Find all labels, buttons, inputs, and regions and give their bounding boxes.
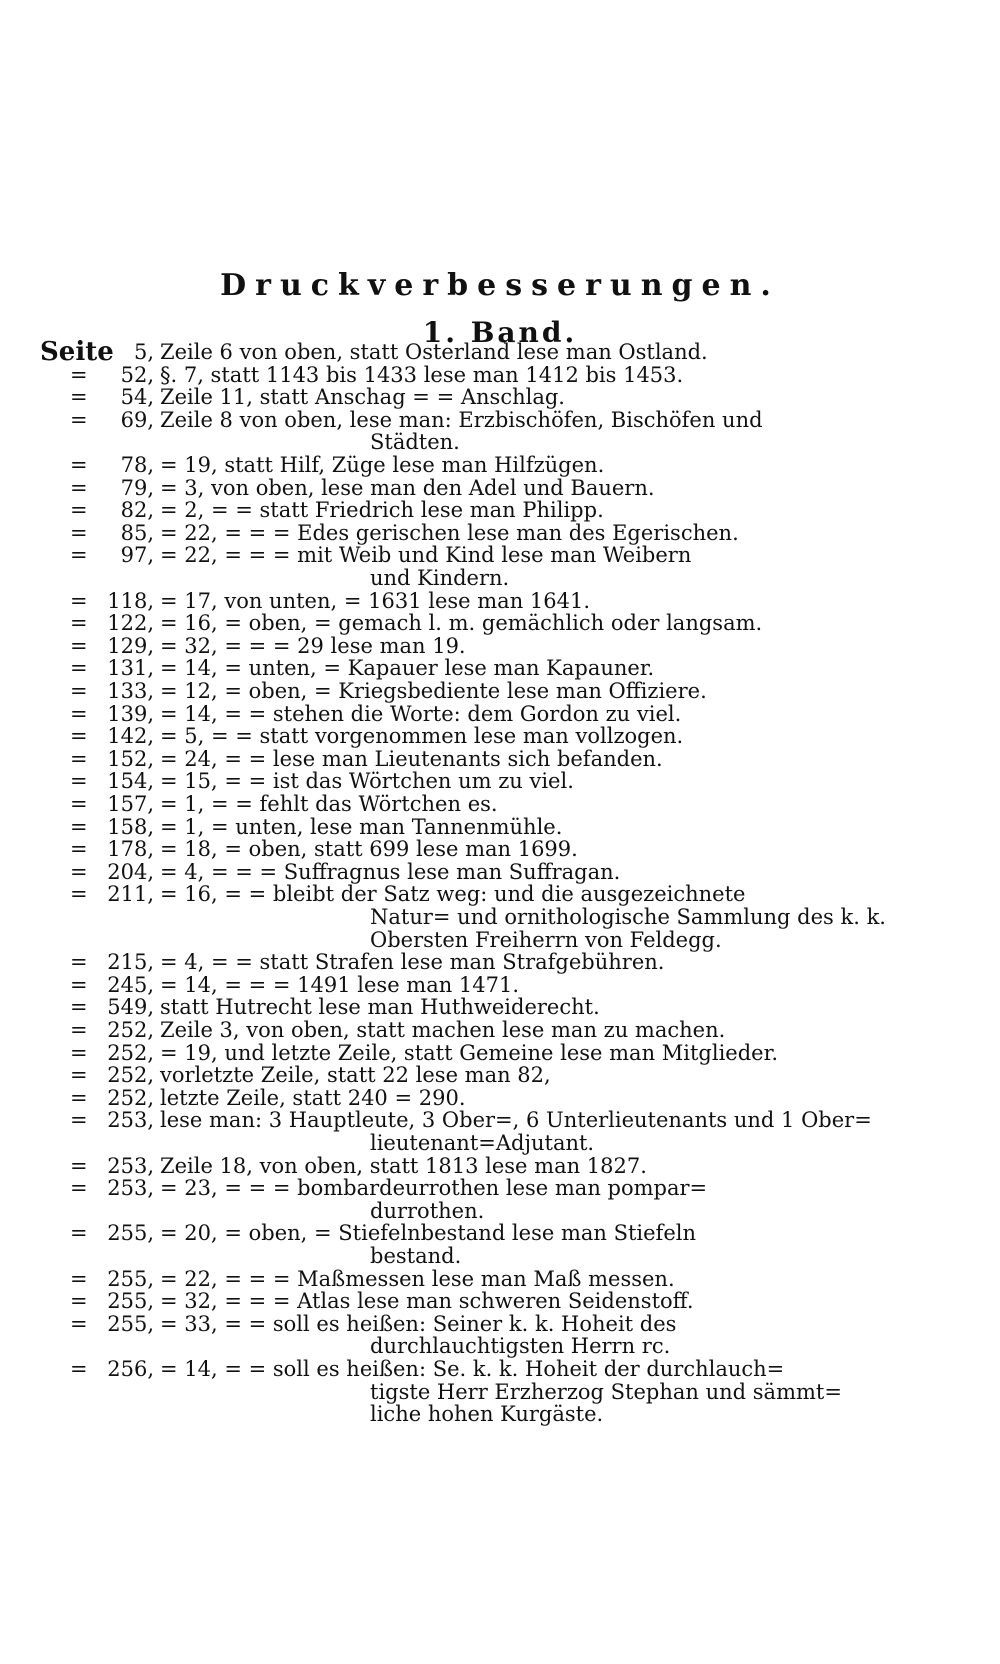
page-number: 255, [107,1221,154,1246]
errata-entry [0,724,1000,749]
errata-entry [0,882,1000,907]
ditto-mark: = [70,543,88,568]
page-number: 256, [107,1357,154,1381]
seite-label: Seite [40,337,114,367]
correction-text: = 19, statt Hilf, Züge lese man Hilfzügen. [160,453,605,477]
ditto-mark: = [70,679,88,703]
errata-entry [0,589,1000,614]
correction-text: = 16, = oben, = gemach l. m. gemächlich oder langsam. [160,611,763,636]
page-number: 139, [107,701,154,726]
errata-entry [0,1176,1000,1201]
errata-continuation [0,1380,1000,1405]
ditto-mark: = [70,1153,88,1178]
volume-heading: 1. Band. [422,316,578,349]
page-number: 5, [133,340,154,364]
errata-continuation [0,928,1000,953]
errata-entry [0,1154,1000,1179]
ditto-mark: = [70,837,88,862]
page-number: 255, [107,1266,154,1291]
errata-entry [0,498,1000,523]
errata-entry [0,950,1000,975]
correction-text: vorletzte Zeile, statt 22 lese man 82, [160,1063,551,1088]
correction-text: = 12, = oben, = Kriegsbediente lese man Offiziere. [160,679,707,703]
page-number: 152, [107,746,154,771]
correction-text: = 22, = = = mit Weib und Kind lese man Weibern [160,543,692,568]
correction-text: statt Hutrecht lese man Huthweiderecht. [160,995,600,1020]
page-number: 82, [120,498,154,523]
page-number: 78, [120,453,154,477]
errata-entry [0,408,1000,433]
correction-text: = 4, = = statt Strafen lese man Strafgebühren. [160,950,665,975]
correction-text: = 17, von unten, = 1631 lese man 1641. [160,588,591,613]
errata-entry [0,634,1000,659]
ditto-mark: = [70,746,88,771]
page-number: 118, [107,588,154,613]
correction-text: = 16, = = bleibt der Satz weg: und die ausgezeichnete [160,882,746,907]
page-number: 211, [107,882,154,907]
errata-continuation [0,1244,1000,1269]
ditto-mark: = [70,1176,88,1201]
page-number: 158, [107,814,154,839]
ditto-mark: = [70,792,88,816]
errata-entry [0,702,1000,727]
page-number: 204, [107,859,154,884]
ditto-mark: = [70,1018,88,1042]
page-number: 253, [107,1153,154,1178]
ditto-mark: = [70,611,88,636]
errata-entry [0,973,1000,998]
errata-entry [0,656,1000,681]
errata-entry [0,769,1000,794]
ditto-mark: = [70,475,88,500]
errata-entry [0,837,1000,862]
errata-entry [0,860,1000,885]
page-number: 252, [107,1063,154,1088]
ditto-mark: = [70,724,88,749]
continuation-text: Obersten Freiherrn von Feldegg. [370,927,722,952]
correction-text: = 14, = unten, = Kapauer lese man Kapauner. [160,656,655,681]
page-number: 154, [107,769,154,794]
continuation-text: liche hohen Kurgäste. [370,1402,604,1427]
page-number: 549, [107,995,154,1020]
ditto-mark: = [70,520,88,545]
errata-entry [0,1357,1000,1382]
page-number: 253, [107,1176,154,1201]
page-number: 142, [107,724,154,749]
correction-text: = 1, = = fehlt das Wörtchen es. [160,792,498,816]
ditto-mark: = [70,769,88,794]
page-number: 97, [120,543,154,568]
page-number: 157, [107,792,154,816]
ditto-mark: = [70,1289,88,1314]
errata-entry [0,1108,1000,1133]
errata-continuation [0,566,1000,591]
correction-text: = 5, = = statt vorgenommen lese man vollzogen. [160,724,684,749]
correction-text: = 14, = = stehen die Worte: dem Gordon zu viel. [160,701,682,726]
page-number: 129, [107,633,154,658]
continuation-text: Natur= und ornithologische Sammlung des k. k. [370,905,886,929]
correction-text: = 2, = = statt Friedrich lese man Philipp. [160,498,604,523]
page-number: 131, [107,656,154,681]
errata-entry [0,363,1000,388]
errata-continuation [0,1334,1000,1359]
correction-text: = 22, = = = Maßmessen lese man Maß messen. [160,1266,675,1291]
errata-entry [0,1289,1000,1314]
continuation-text: tigste Herr Erzherzog Stephan und sämmt= [370,1379,842,1404]
correction-text: lese man: 3 Hauptleute, 3 Ober=, 6 Unterlieutenants und 1 Ober= [160,1108,872,1133]
page-number: 122, [107,611,154,636]
errata-entry [0,337,1000,367]
continuation-text: und Kindern. [370,566,510,590]
page-number: 79, [120,475,154,500]
page-title: Druckverbesserungen. [220,268,780,303]
errata-entry [0,385,1000,410]
correction-text: Zeile 3, von oben, statt machen lese man zu machen. [160,1018,726,1042]
correction-text: = 14, = = = 1491 lese man 1471. [160,972,520,997]
page-number: 255, [107,1289,154,1314]
errata-entry [0,1041,1000,1066]
ditto-mark: = [70,1357,88,1381]
ditto-mark: = [70,972,88,997]
continuation-text: lieutenant=Adjutant. [370,1131,595,1155]
ditto-mark: = [70,633,88,658]
errata-entry [0,1221,1000,1246]
errata-entry [0,815,1000,840]
errata-continuation [0,1199,1000,1224]
ditto-mark: = [70,1063,88,1088]
ditto-mark: = [70,814,88,839]
correction-text: §. 7, statt 1143 bis 1433 lese man 1412 bis 1453. [160,362,684,387]
correction-text: = 24, = = lese man Lieutenants sich befanden. [160,746,663,771]
errata-entry [0,1063,1000,1088]
errata-entry [0,453,1000,478]
ditto-mark: = [70,1311,88,1336]
correction-text: = 1, = unten, lese man Tannenmühle. [160,814,563,839]
ditto-mark: = [70,453,88,477]
correction-text: = 33, = = soll es heißen: Seiner k. k. Hoheit des [160,1311,677,1336]
ditto-mark: = [70,1266,88,1291]
page-number: 85, [120,520,154,545]
page-number: 52, [120,362,154,387]
ditto-mark: = [70,1221,88,1246]
errata-entry [0,611,1000,636]
correction-text: = 32, = = = Atlas lese man schweren Seidenstoff. [160,1289,694,1314]
errata-entry [0,1267,1000,1292]
correction-text: Zeile 8 von oben, lese man: Erzbischöfen, Bischöfen und [160,407,763,432]
page-number: 245, [107,972,154,997]
page-number: 255, [107,1311,154,1336]
continuation-text: Städten. [370,430,460,455]
correction-text: = 32, = = = 29 lese man 19. [160,633,466,658]
ditto-mark: = [70,859,88,884]
correction-text: = 18, = oben, statt 699 lese man 1699. [160,837,578,862]
page-number: 252, [107,1040,154,1065]
ditto-mark: = [70,498,88,523]
page-number: 253, [107,1108,154,1133]
ditto-mark: = [70,1085,88,1110]
ditto-mark: = [70,1040,88,1065]
ditto-mark: = [70,588,88,613]
errata-continuation [0,1402,1000,1427]
errata-entry [0,1018,1000,1043]
page-number: 69, [120,407,154,432]
ditto-mark: = [70,656,88,681]
errata-entry [0,747,1000,772]
correction-text: = 3, von oben, lese man den Adel und Bauern. [160,475,655,500]
correction-text: = 15, = = ist das Wörtchen um zu viel. [160,769,574,794]
errata-entry [0,995,1000,1020]
correction-text: = 19, und letzte Zeile, statt Gemeine lese man Mitglieder. [160,1040,779,1065]
page-number: 178, [107,837,154,862]
errata-entry [0,543,1000,568]
correction-text: Zeile 18, von oben, statt 1813 lese man 1827. [160,1153,647,1178]
page-number: 133, [107,679,154,703]
ditto-mark: = [70,882,88,907]
correction-text: = 4, = = = Suffragnus lese man Suffragan. [160,859,621,884]
errata-entry [0,792,1000,817]
correction-text: = 22, = = = Edes gerischen lese man des Egerischen. [160,520,739,545]
ditto-mark: = [70,385,88,410]
correction-text: = 14, = = soll es heißen: Se. k. k. Hoheit der durchlauch= [160,1357,785,1381]
ditto-mark: = [70,407,88,432]
correction-text: Zeile 11, statt Anschag = = Anschlag. [160,385,565,410]
page-number: 54, [120,385,154,410]
continuation-text: durrothen. [370,1198,485,1223]
ditto-mark: = [70,995,88,1020]
correction-text: letzte Zeile, statt 240 = 290. [160,1085,466,1110]
page-number: 252, [107,1085,154,1110]
errata-entry [0,1086,1000,1111]
correction-text: = 23, = = = bombardeurrothen lese man pompar= [160,1176,708,1201]
errata-entry [0,1312,1000,1337]
correction-text: Zeile 6 von oben, statt Osterland lese man Ostland. [160,340,708,364]
errata-continuation [0,1131,1000,1156]
errata-entry [0,476,1000,501]
ditto-mark: = [70,1108,88,1133]
errata-continuation [0,905,1000,930]
ditto-mark: = [70,362,88,387]
continuation-text: bestand. [370,1244,462,1268]
errata-entry [0,679,1000,704]
errata-entry [0,521,1000,546]
continuation-text: durchlauchtigsten Herrn rc. [370,1334,671,1359]
page-number: 215, [107,950,154,975]
page-number: 252, [107,1018,154,1042]
ditto-mark: = [70,950,88,975]
correction-text: = 20, = oben, = Stiefelnbestand lese man Stiefeln [160,1221,697,1246]
errata-continuation [0,430,1000,455]
ditto-mark: = [70,701,88,726]
